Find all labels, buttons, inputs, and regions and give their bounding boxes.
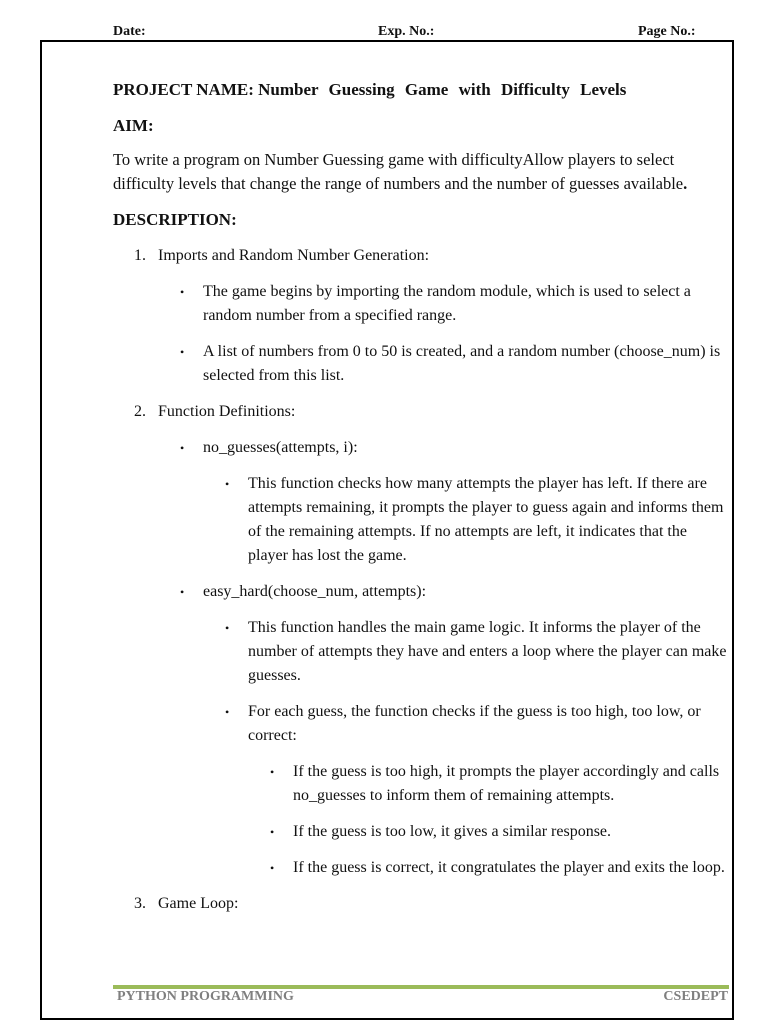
list-item	[225, 472, 730, 568]
item-title: Function Definitions:	[158, 403, 296, 420]
no-guesses-details	[113, 472, 730, 568]
function-easy-hard	[180, 580, 730, 604]
list-item	[225, 700, 730, 748]
date-label: Date:	[113, 24, 146, 39]
bullet-icon: •	[270, 825, 275, 839]
bullet-text: This function handles the main game logic. It informs the player of the number of attempts they have and enters a loop where the player can make guesses.	[248, 619, 727, 684]
bullet-icon: •	[270, 765, 275, 779]
bullet-icon: •	[225, 621, 230, 635]
page-no-label: Page No.:	[638, 24, 696, 39]
bullet-icon: •	[180, 441, 185, 455]
bullet-text: If the guess is too low, it gives a similar response.	[293, 823, 612, 840]
project-title	[113, 78, 730, 102]
bullet-text: For each guess, the function checks if the guess is too high, too low, or correct:	[248, 703, 701, 744]
list-item	[270, 820, 730, 844]
bullet-icon: •	[270, 861, 275, 875]
aim-text-body: To write a program on Number Guessing game with difficultyAllow players to select difficulty levels that change the range of numbers and the number of guesses available	[113, 150, 684, 193]
item-number: 1.	[134, 247, 146, 264]
description-heading: DESCRIPTION:	[113, 210, 237, 229]
item-title: Imports and Random Number Generation:	[158, 247, 430, 264]
list-item	[225, 616, 730, 688]
document-body	[113, 76, 730, 916]
exp-no-label: Exp. No.:	[378, 24, 435, 39]
bullet-icon: •	[180, 345, 185, 359]
function-no-guesses	[180, 436, 730, 460]
footer-right: CSEDEPT	[663, 989, 728, 1004]
bullet-icon: •	[225, 705, 230, 719]
numbered-item-1	[113, 244, 730, 268]
item-number: 2.	[134, 403, 146, 420]
imports-bullets	[113, 280, 730, 388]
bullet-text: If the guess is too high, it prompts the player accordingly and calls no_guesses to inform them of remaining attempts.	[293, 763, 720, 804]
aim-heading: AIM:	[113, 116, 154, 135]
aim-text-end: .	[683, 174, 688, 193]
list-item	[270, 760, 730, 808]
bullet-icon: •	[225, 477, 230, 491]
function-list	[113, 580, 730, 604]
bullet-text: A list of numbers from 0 to 50 is created, and a random number (choose_num) is selected from this list.	[203, 343, 721, 384]
list-item	[180, 340, 730, 388]
bullet-icon: •	[180, 285, 185, 299]
bullet-icon: •	[180, 585, 185, 599]
easy-hard-details	[113, 616, 730, 748]
project-label: PROJECT NAME:	[113, 80, 254, 99]
aim-text	[113, 148, 730, 196]
list-item	[180, 280, 730, 328]
bullet-text: If the guess is correct, it congratulates the player and exits the loop.	[293, 859, 725, 876]
function-signature: easy_hard(choose_num, attempts):	[203, 583, 427, 600]
item-number: 3.	[134, 895, 146, 912]
bullet-text: This function checks how many attempts the player has left. If there are attempts remaining, it prompts the player to guess again and informs them of the remaining attempts. If no attempts are left, it indicates that the player has lost the game.	[248, 475, 724, 564]
numbered-item-2	[113, 400, 730, 424]
function-signature: no_guesses(attempts, i):	[203, 439, 358, 456]
numbered-item-3	[113, 892, 730, 916]
project-name: Number Guessing Game with Difficulty Levels	[258, 80, 627, 99]
footer-left: PYTHON PROGRAMMING	[117, 989, 294, 1004]
bullet-text: The game begins by importing the random module, which is used to select a random number from a specified range.	[203, 283, 691, 324]
list-item	[270, 856, 730, 880]
guess-outcomes	[113, 760, 730, 880]
function-list	[113, 436, 730, 460]
item-title: Game Loop:	[158, 895, 239, 912]
